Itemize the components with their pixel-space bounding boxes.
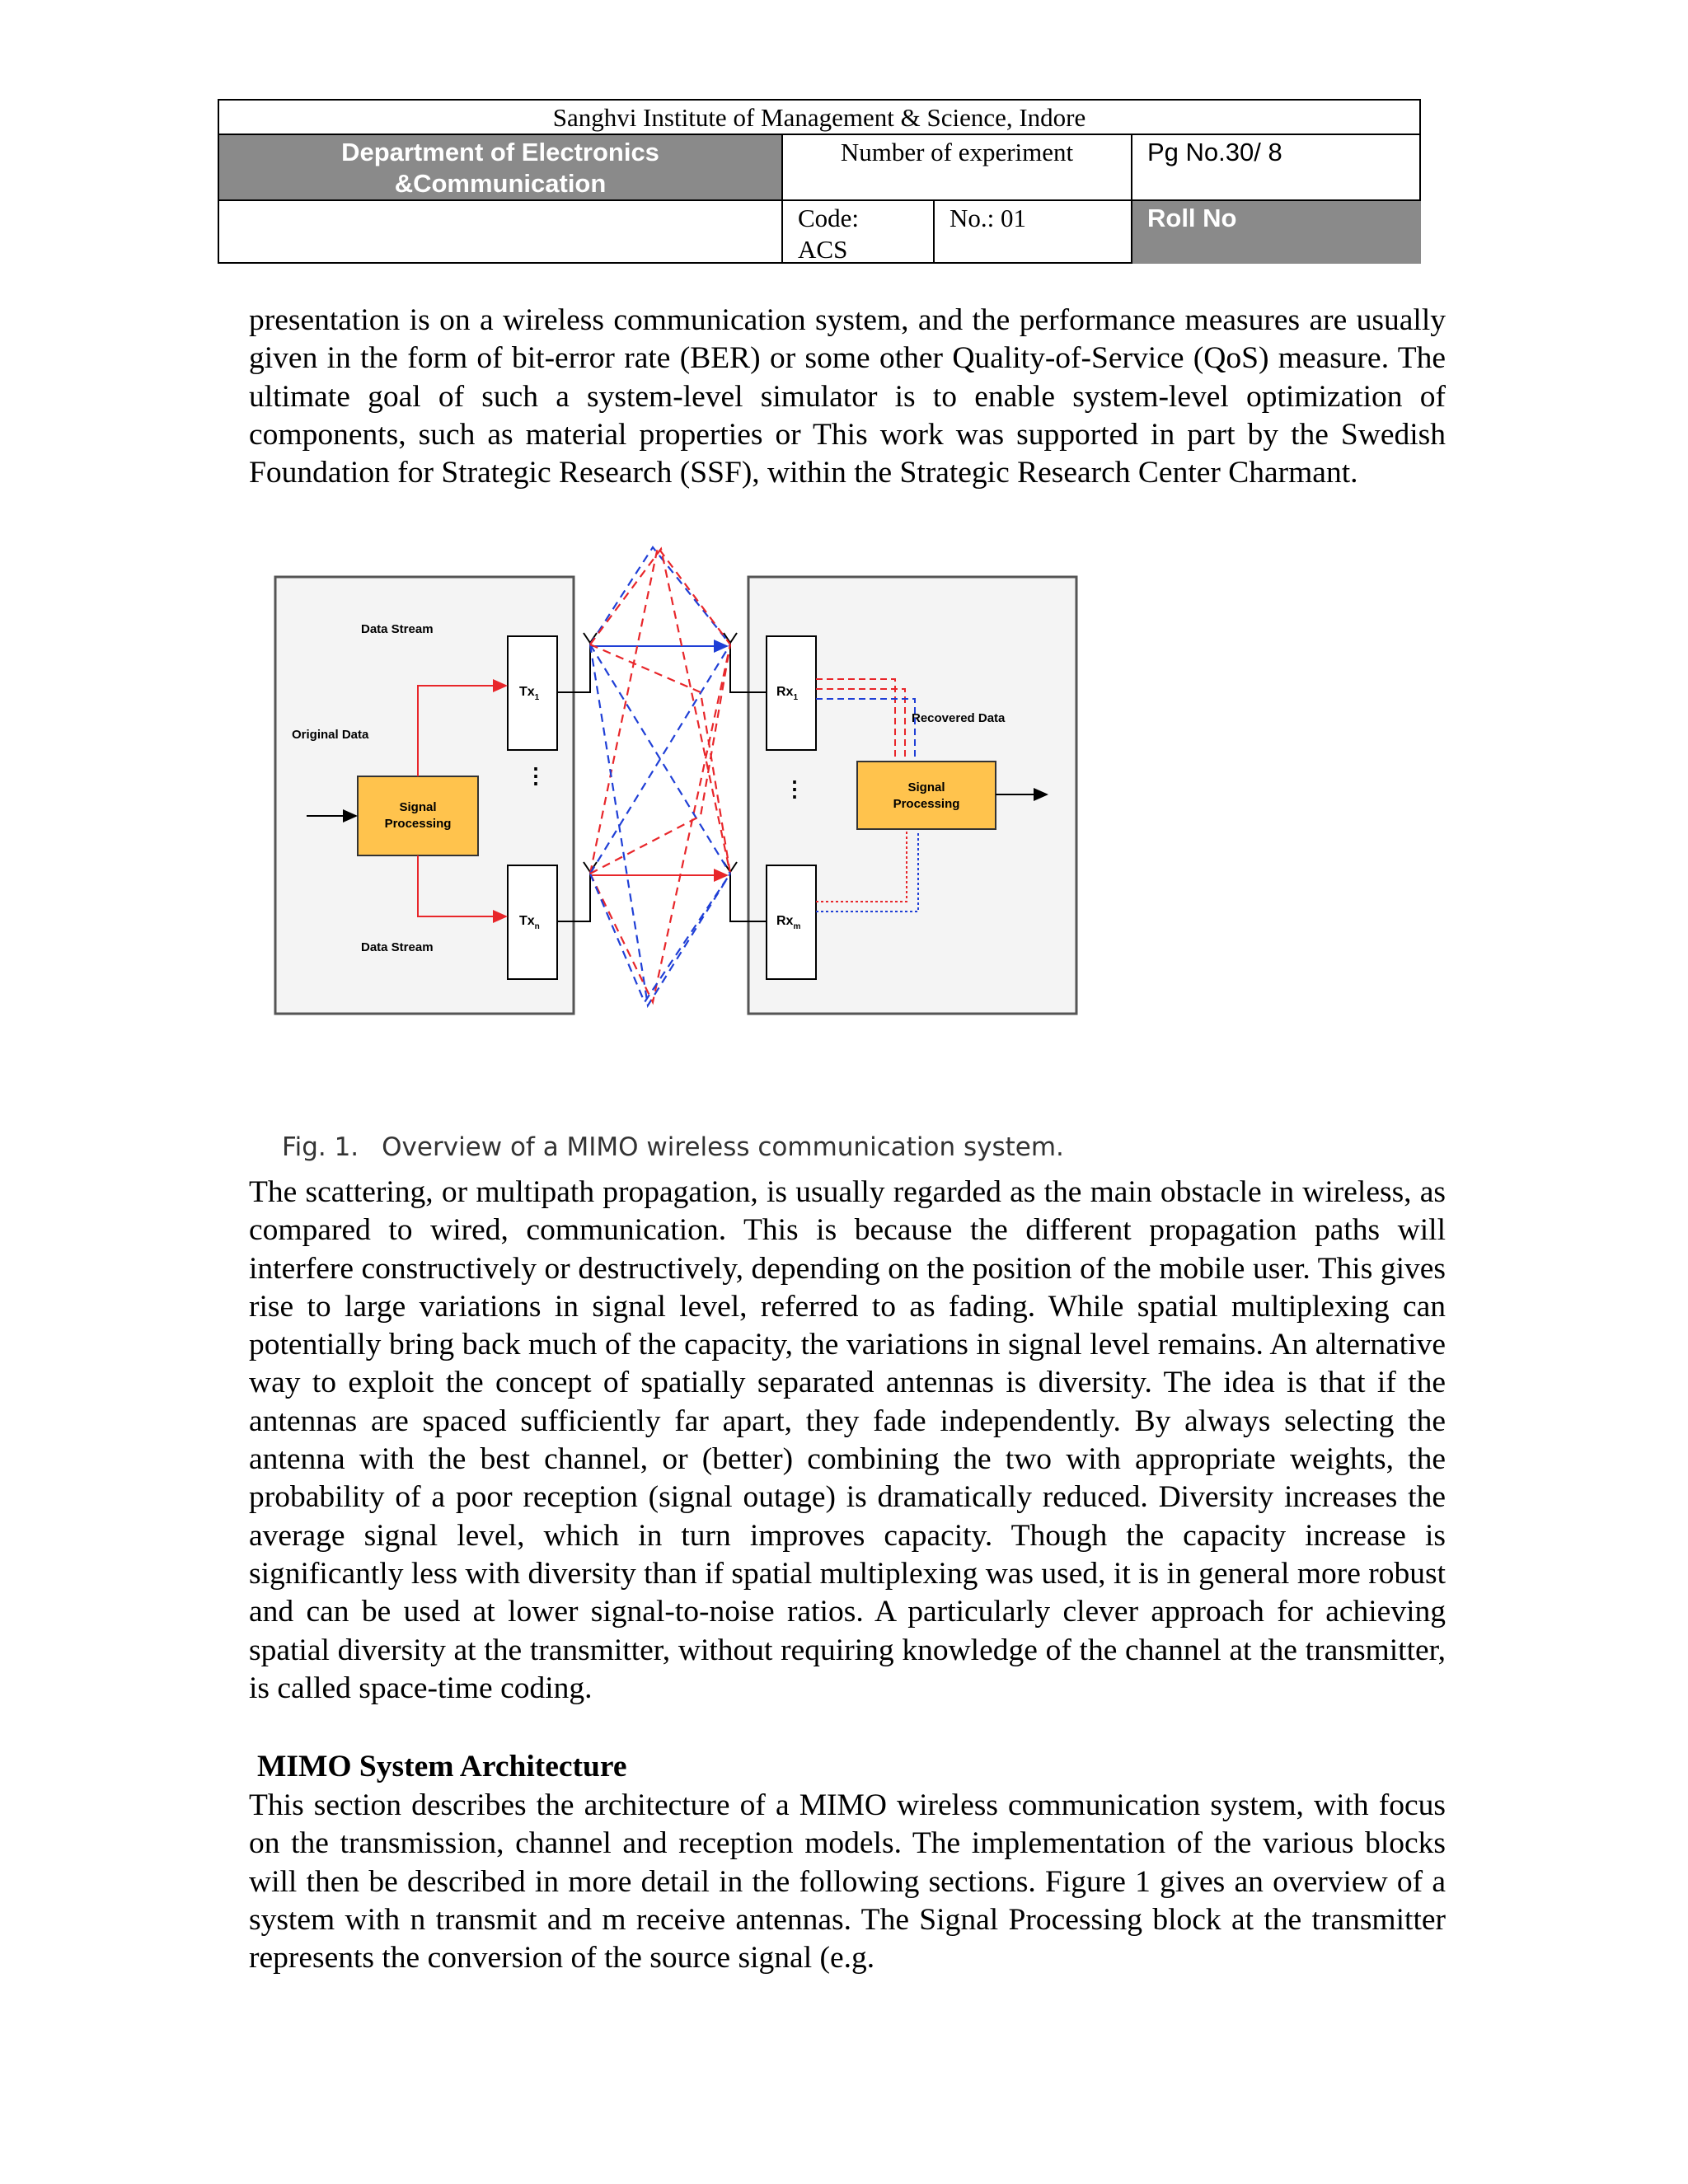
code-value: ACS <box>798 235 848 264</box>
roll-number-label: Roll No <box>1132 199 1421 264</box>
code-cell <box>783 199 935 264</box>
rx-sp-line2: Processing <box>893 797 960 811</box>
mimo-system-figure <box>272 544 1080 1022</box>
header-table <box>218 99 1421 264</box>
tx-sp-line1: Signal <box>399 800 437 814</box>
figure-caption <box>282 1131 1064 1164</box>
rx-signal-processing-block <box>857 762 996 829</box>
page-number: Pg No.30/ 8 <box>1147 138 1282 166</box>
number-of-experiment-label: Number of experiment <box>783 135 1132 199</box>
department-name <box>219 135 783 199</box>
original-data-label: Original Data <box>292 728 369 742</box>
data-stream-bottom-label: Data Stream <box>361 940 434 954</box>
paragraph-intro: presentation is on a wireless communication system, and the performance measures are usually given in the form of bit-error rate (BER) or some other Quality-of-Service (QoS) measure. The ultimate goal of such a system-level simulator is to enable system-level optimization of components, such as material properties or This work was supported in part by the Swedish Foundation for Strategic Research (SSF), within the Strategic Research Center Charmant. <box>249 303 1446 490</box>
txn-label: $Tx_n$ <box>519 914 540 931</box>
rx-sp-line1: Signal <box>907 780 945 794</box>
blank-cell <box>219 199 783 264</box>
tx1-label: $Tx_1$ <box>519 685 540 702</box>
data-stream-top-label: Data Stream <box>361 622 434 636</box>
rx-ellipsis: ⋮ <box>784 776 805 801</box>
tx-ellipsis: ⋮ <box>525 763 546 788</box>
institute-name: Sanghvi Institute of Management & Science, Indore <box>219 101 1419 135</box>
experiment-number: No.: 01 <box>935 199 1132 264</box>
department-line-1: Department of Electronics <box>341 138 659 166</box>
figure-caption-label: Fig. 1. <box>282 1132 359 1162</box>
figure-caption-text: Overview of a MIMO wireless communication system. <box>382 1132 1064 1162</box>
rxm-label: $Rx_m$ <box>776 914 801 931</box>
department-line-2: &Communication <box>394 169 607 198</box>
code-label: Code: <box>798 204 860 232</box>
tx-sp-line2: Processing <box>384 817 452 831</box>
tx-signal-processing-block <box>358 776 478 855</box>
section-heading: MIMO System Architecture <box>257 1750 627 1783</box>
paragraph-architecture: This section describes the architecture of a MIMO wireless communication system, with focus on the transmission, channel and reception models. The implementation of the various blocks will then be described in more detail in the following sections. Figure 1 gives an overview of a system with n transmit and m receive antennas. The Signal Processing block at the transmitter represents the conversion of the source signal (e.g. <box>249 1788 1446 1975</box>
rx1-label: $Rx_1$ <box>776 685 799 702</box>
paragraph-scattering: The scattering, or multipath propagation, is usually regarded as the main obstacle in wireless, as compared to wired, communication. This is because the different propagation paths will interfere constructively or destructively, depending on the position of the mobile user. This gives rise to large variations in signal level, referred to as fading. While spatial multiplexing can potentially bring back much of the capacity, the variations in signal level remains. An alternative way to exploit the concept of spatially separated antennas is diversity. The idea is that if the antennas are spaced sufficiently far apart, they fade independently. By always selecting the antenna with the best channel, or (better) combining the two with appropriate weights, the probability of a poor reception (signal outage) is dramatically reduced. Diversity increases the average signal level, which in turn improves capacity. Though the capacity increase is significantly less with diversity than if spatial multiplexing was used, it is in general more robust and can be used at lower signal-to-noise ratios. A particularly clever approach for achieving spatial diversity at the transmitter, without requiring knowledge of the channel at the transmitter, is called space-time coding. <box>249 1175 1446 1705</box>
recovered-data-label: Recovered Data <box>912 711 1006 725</box>
